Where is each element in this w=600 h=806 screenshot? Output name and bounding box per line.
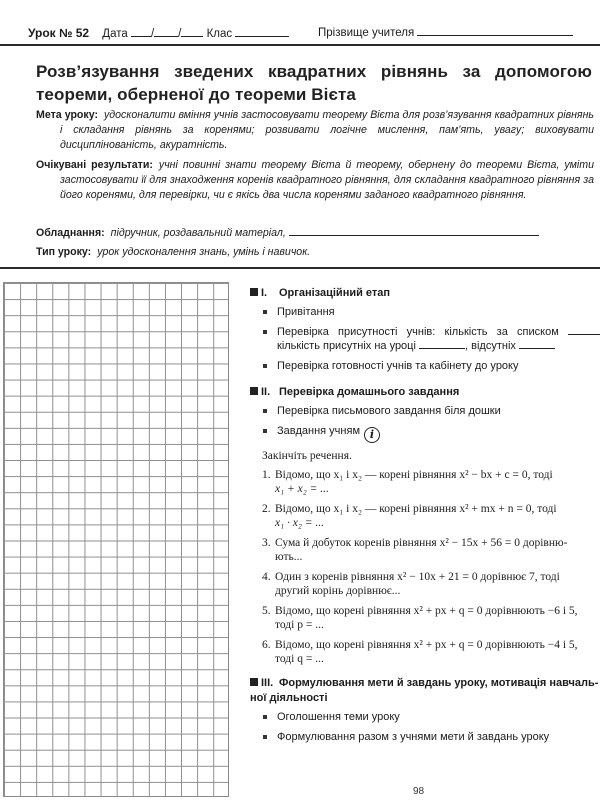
list-item: Перевірка готовності учнів та кабінету до уроку: [250, 359, 600, 373]
goal-text: удосконалити вміння учнів застосовувати теорему Вієта для розв’язування квадратних рівнянь і складання рівнянь за коренями; розвивати логічне мислення, пам’ять, увагу; виховувати дисциплінованість, акуратність.: [60, 109, 594, 151]
type-label: Тип уроку:: [36, 246, 92, 258]
square-bullet-icon: [250, 288, 258, 296]
task-item: 1. Відомо, що x₁ і x₂ — корені рівняння x² − bx + c = 0, тоді x₁ + x₂ = ...: [262, 469, 553, 495]
task-list: [262, 468, 600, 666]
class-label: Клас: [206, 28, 233, 40]
total-count-field[interactable]: [568, 326, 600, 335]
lesson-goal: [36, 108, 594, 153]
info-icon: i: [364, 427, 380, 443]
task-item: 3. Сума й добуток коренів рівняння x² − 15x + 56 = 0 дорівню- ють...: [262, 537, 568, 563]
absent-count-field[interactable]: [519, 340, 555, 349]
equipment-text: підручник, роздавальний матеріал,: [110, 227, 286, 239]
lesson-header: Урок № 52 Дата / / Клас Прізвище учителя: [28, 26, 594, 40]
lesson-plan: [250, 286, 600, 750]
teacher-name-field[interactable]: [417, 26, 573, 36]
header-divider: [0, 44, 600, 46]
date-label: Дата: [102, 28, 128, 40]
attendance-check: Перевірка присутності учнів: кількість за списком кількість присутніх на уроці , відсутніх: [250, 325, 600, 353]
date-day-field[interactable]: [131, 27, 151, 37]
teacher-block: [318, 26, 573, 39]
lesson-number: Урок № 52: [28, 26, 90, 40]
task-intro: Закінчіть речення.: [262, 450, 352, 462]
date-year-field[interactable]: [181, 27, 203, 37]
expected-results: [36, 158, 594, 203]
equipment: [36, 226, 594, 241]
date-month-field[interactable]: [154, 27, 178, 37]
type-text: урок удосконалення знань, умінь і навичок.: [97, 246, 311, 258]
list-item: Перевірка письмового завдання біля дошки: [250, 404, 600, 418]
square-bullet-icon: [250, 387, 258, 395]
present-count-field[interactable]: [419, 340, 465, 349]
list-item: Завдання учням i: [250, 424, 600, 443]
page-number: 98: [413, 786, 425, 797]
task-item: 4. Один з коренів рівняння x² − 10x + 21 = 0 дорівнює 7, тоді другий корінь дорівнює...: [262, 571, 560, 597]
section-2-heading: II. Перевірка домашнього завдання: [250, 385, 600, 400]
square-bullet-icon: [250, 678, 258, 686]
results-text: учні повинні знати теорему Вієта й теорему, обернену до теореми Вієта, уміти застосовувати її для знаходження коренів квадратного рівняння, для складання квадратного рівняння за його коренями, для перевірки, чи є якісь два числа коренями заданого квадратного рівняння.: [60, 159, 594, 201]
equipment-label: Обладнання:: [36, 227, 105, 239]
equipment-field[interactable]: [289, 226, 539, 236]
task-item: 6. Відомо, що корені рівняння x² + px + q = 0 дорівнюють −4 і 5, тоді q = ...: [262, 639, 578, 665]
lesson-type: [36, 245, 594, 260]
results-label: Очікувані результати:: [36, 159, 153, 171]
list-item: Оголошення теми уроку: [250, 710, 600, 724]
task-item: 2. Відомо, що x₁ і x₂ — корені рівняння x² + mx + n = 0, тоді x₁ · x₂ = ...: [262, 503, 557, 529]
list-item: Привітання: [250, 305, 600, 319]
lesson-title: Розв’язування зведених квадратних рівнянь за допомогою теореми, оберненої до теореми Вієта: [36, 62, 592, 104]
goal-label: Мета уроку:: [36, 109, 98, 121]
section-divider: [0, 267, 600, 269]
class-field[interactable]: [235, 27, 289, 37]
list-item: Формулювання разом з учнями мети й завдань уроку: [250, 730, 600, 744]
notes-grid[interactable]: [3, 282, 229, 797]
section-1-heading: I. Організаційний етап: [250, 286, 600, 301]
teacher-label: Прізвище учителя: [318, 27, 415, 39]
section-3-heading: III. Формулювання мети й завдань уроку, мотивація навчаль- ної діяльності: [250, 677, 599, 704]
task-item: 5. Відомо, що корені рівняння x² + px + q = 0 дорівнюють −6 і 5, тоді p = ...: [262, 605, 578, 631]
